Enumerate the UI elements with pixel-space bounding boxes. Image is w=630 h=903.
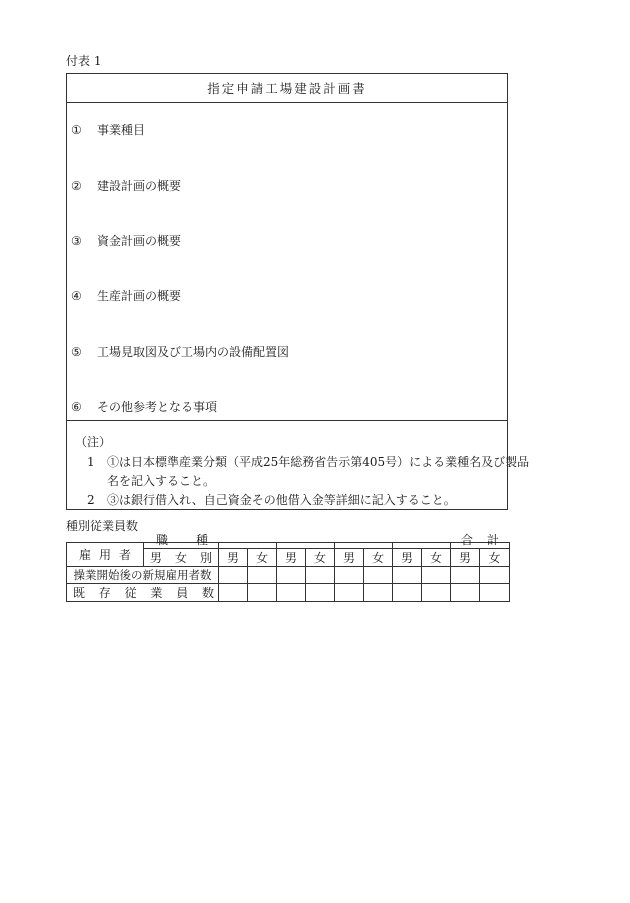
table-cell	[306, 567, 335, 584]
existing-employees-label: 既 存 従 業 員 数	[67, 584, 219, 602]
item-text: 工場見取図及び工場内の設備配置図	[97, 345, 290, 359]
note-text: ①は日本標準産業分類（平成25年総務省告示第405号）による業種名及び製品	[107, 455, 530, 469]
table-cell	[393, 567, 422, 584]
table-cell	[364, 567, 393, 584]
plan-item-other-reference	[71, 398, 217, 415]
table-cell	[422, 567, 451, 584]
table-cell	[248, 567, 277, 584]
table-cell	[335, 584, 364, 602]
item-number: ②	[71, 179, 82, 193]
note-number: 1	[87, 455, 95, 469]
female-header: 女	[480, 549, 510, 567]
item-text: 生産計画の概要	[97, 289, 182, 303]
item-number: ③	[71, 234, 82, 248]
item-text: 資金計画の概要	[97, 234, 182, 248]
table-cell	[248, 584, 277, 602]
item-number: ④	[71, 289, 82, 303]
plan-item-factory-layout	[71, 343, 289, 360]
construction-plan-form	[66, 73, 530, 510]
occupation-header: 職 種	[144, 543, 219, 549]
employee-table-caption: 種別従業員数	[66, 519, 139, 533]
table-cell	[422, 584, 451, 602]
notes-section	[67, 420, 530, 510]
table-cell	[451, 567, 480, 584]
table-cell	[219, 584, 248, 602]
table-cell	[277, 567, 306, 584]
note-number: 2	[87, 493, 95, 507]
note-text: ③は銀行借入れ、自己資金その他借入金等詳細に記入すること。	[107, 493, 456, 507]
table-row	[67, 567, 510, 584]
item-number: ⑥	[71, 400, 82, 414]
plan-item-construction-outline	[71, 177, 181, 194]
male-header: 男	[451, 549, 480, 567]
male-header: 男	[335, 549, 364, 567]
notes-heading: （注）	[75, 435, 112, 449]
male-header: 男	[277, 549, 306, 567]
male-header: 男	[219, 549, 248, 567]
item-number: ⑤	[71, 345, 82, 359]
table-cell	[480, 567, 510, 584]
female-header: 女	[364, 549, 393, 567]
table-cell	[364, 584, 393, 602]
plan-item-business-type	[71, 121, 145, 138]
table-cell	[335, 567, 364, 584]
note-2	[87, 491, 456, 508]
female-header: 女	[306, 549, 335, 567]
table-cell	[451, 584, 480, 602]
plan-item-funding-outline	[71, 232, 181, 249]
female-header: 女	[422, 549, 451, 567]
employee-table	[66, 533, 510, 602]
table-row	[67, 584, 510, 602]
table-cell	[480, 584, 510, 602]
form-title: 指定申請工場建設計画書	[67, 74, 507, 103]
table-cell	[277, 584, 306, 602]
item-number: ①	[71, 123, 82, 137]
page-label: 付表 1	[66, 54, 102, 68]
table-cell	[306, 584, 335, 602]
plan-item-production-outline	[71, 287, 181, 304]
gender-header: 男 女 別	[144, 549, 219, 567]
note-1-continuation: 名を記入すること。	[107, 474, 216, 488]
new-hires-label: 操業開始後の新規雇用者数	[67, 567, 219, 584]
employer-header: 雇 用 者	[67, 543, 144, 567]
item-text: 建設計画の概要	[97, 179, 182, 193]
item-text: 事業種目	[97, 123, 146, 137]
note-1	[87, 453, 529, 470]
item-text: その他参考となる事項	[97, 400, 218, 414]
male-header: 男	[393, 549, 422, 567]
total-header: 合 計	[451, 543, 510, 549]
female-header: 女	[248, 549, 277, 567]
table-cell	[219, 567, 248, 584]
table-cell	[393, 584, 422, 602]
